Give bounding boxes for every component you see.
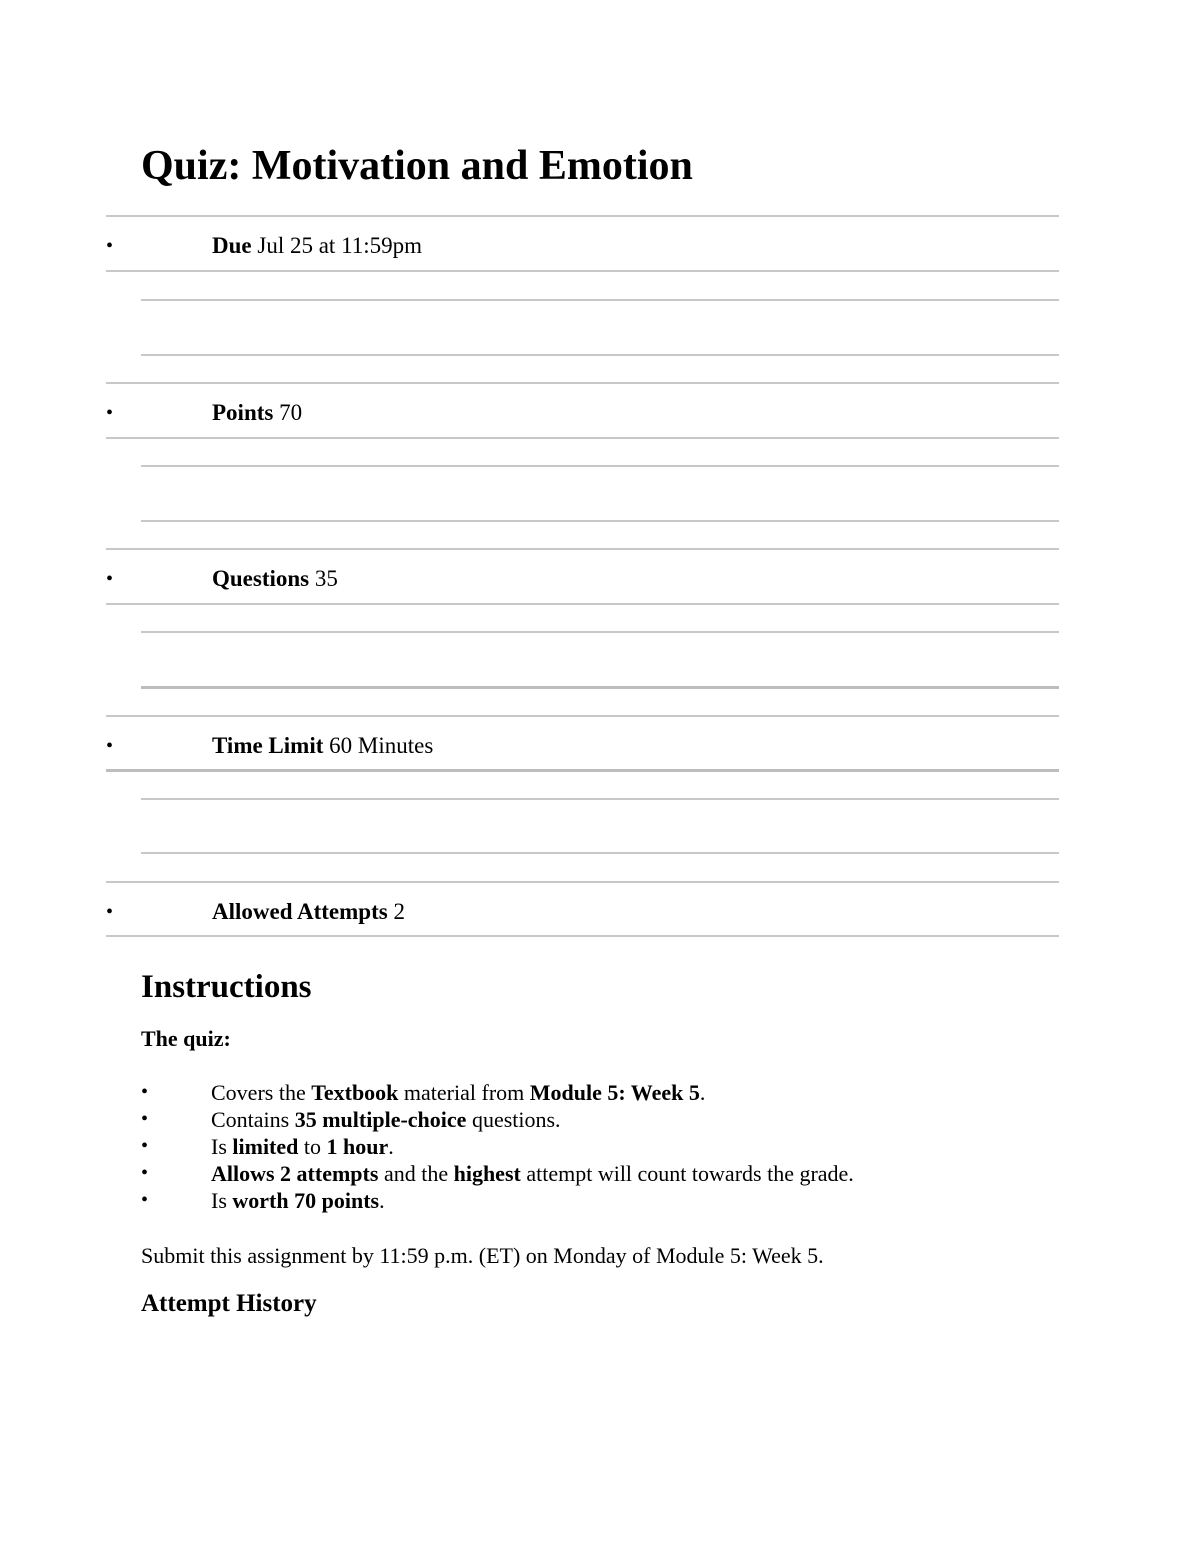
divider [141, 631, 1059, 633]
divider [141, 354, 1059, 356]
divider [106, 603, 1059, 605]
detail-label: Time Limit [212, 733, 324, 758]
bullet-icon: • [141, 1162, 149, 1184]
divider [141, 299, 1059, 301]
divider [141, 465, 1059, 467]
bullet-icon: • [106, 735, 114, 757]
bullet-icon: • [106, 235, 114, 257]
bullet-icon: • [106, 402, 114, 424]
detail-value: 35 [314, 566, 338, 591]
bullet-icon: • [141, 1135, 149, 1157]
divider [141, 520, 1059, 522]
divider [106, 769, 1059, 772]
bullet-icon: • [141, 1108, 149, 1130]
divider [106, 935, 1059, 937]
divider [106, 715, 1059, 717]
divider [106, 382, 1059, 384]
divider [141, 686, 1059, 689]
detail-value: Jul 25 at 11:59pm [257, 233, 422, 258]
divider [106, 548, 1059, 550]
detail-label: Due [212, 233, 252, 258]
detail-due [106, 229, 1059, 263]
divider [106, 270, 1059, 272]
detail-value: 2 [393, 899, 405, 924]
page-title: Quiz: Motivation and Emotion [141, 143, 693, 189]
detail-allowed-attempts [106, 895, 1059, 929]
detail-points [106, 396, 1059, 430]
instructions-lead: The quiz: [141, 1026, 231, 1051]
divider [141, 852, 1059, 854]
detail-questions [106, 562, 1059, 596]
bullet-icon: • [141, 1081, 149, 1103]
instructions-heading: Instructions [141, 969, 312, 1005]
divider [106, 215, 1059, 217]
divider [106, 881, 1059, 883]
detail-value: 70 [279, 400, 303, 425]
attempt-history-heading: Attempt History [141, 1290, 317, 1317]
detail-time-limit [106, 729, 1059, 763]
bullet-icon: • [141, 1189, 149, 1211]
detail-label: Allowed Attempts [212, 899, 388, 924]
bullet-icon: • [106, 901, 114, 923]
divider [141, 798, 1059, 800]
detail-label: Questions [212, 566, 310, 591]
divider [106, 437, 1059, 439]
bullet-icon: • [106, 568, 114, 590]
detail-label: Points [212, 400, 274, 425]
submit-note: Submit this assignment by 11:59 p.m. (ET) on Monday of Module 5: Week 5. [141, 1243, 824, 1268]
detail-value: 60 Minutes [329, 733, 434, 758]
